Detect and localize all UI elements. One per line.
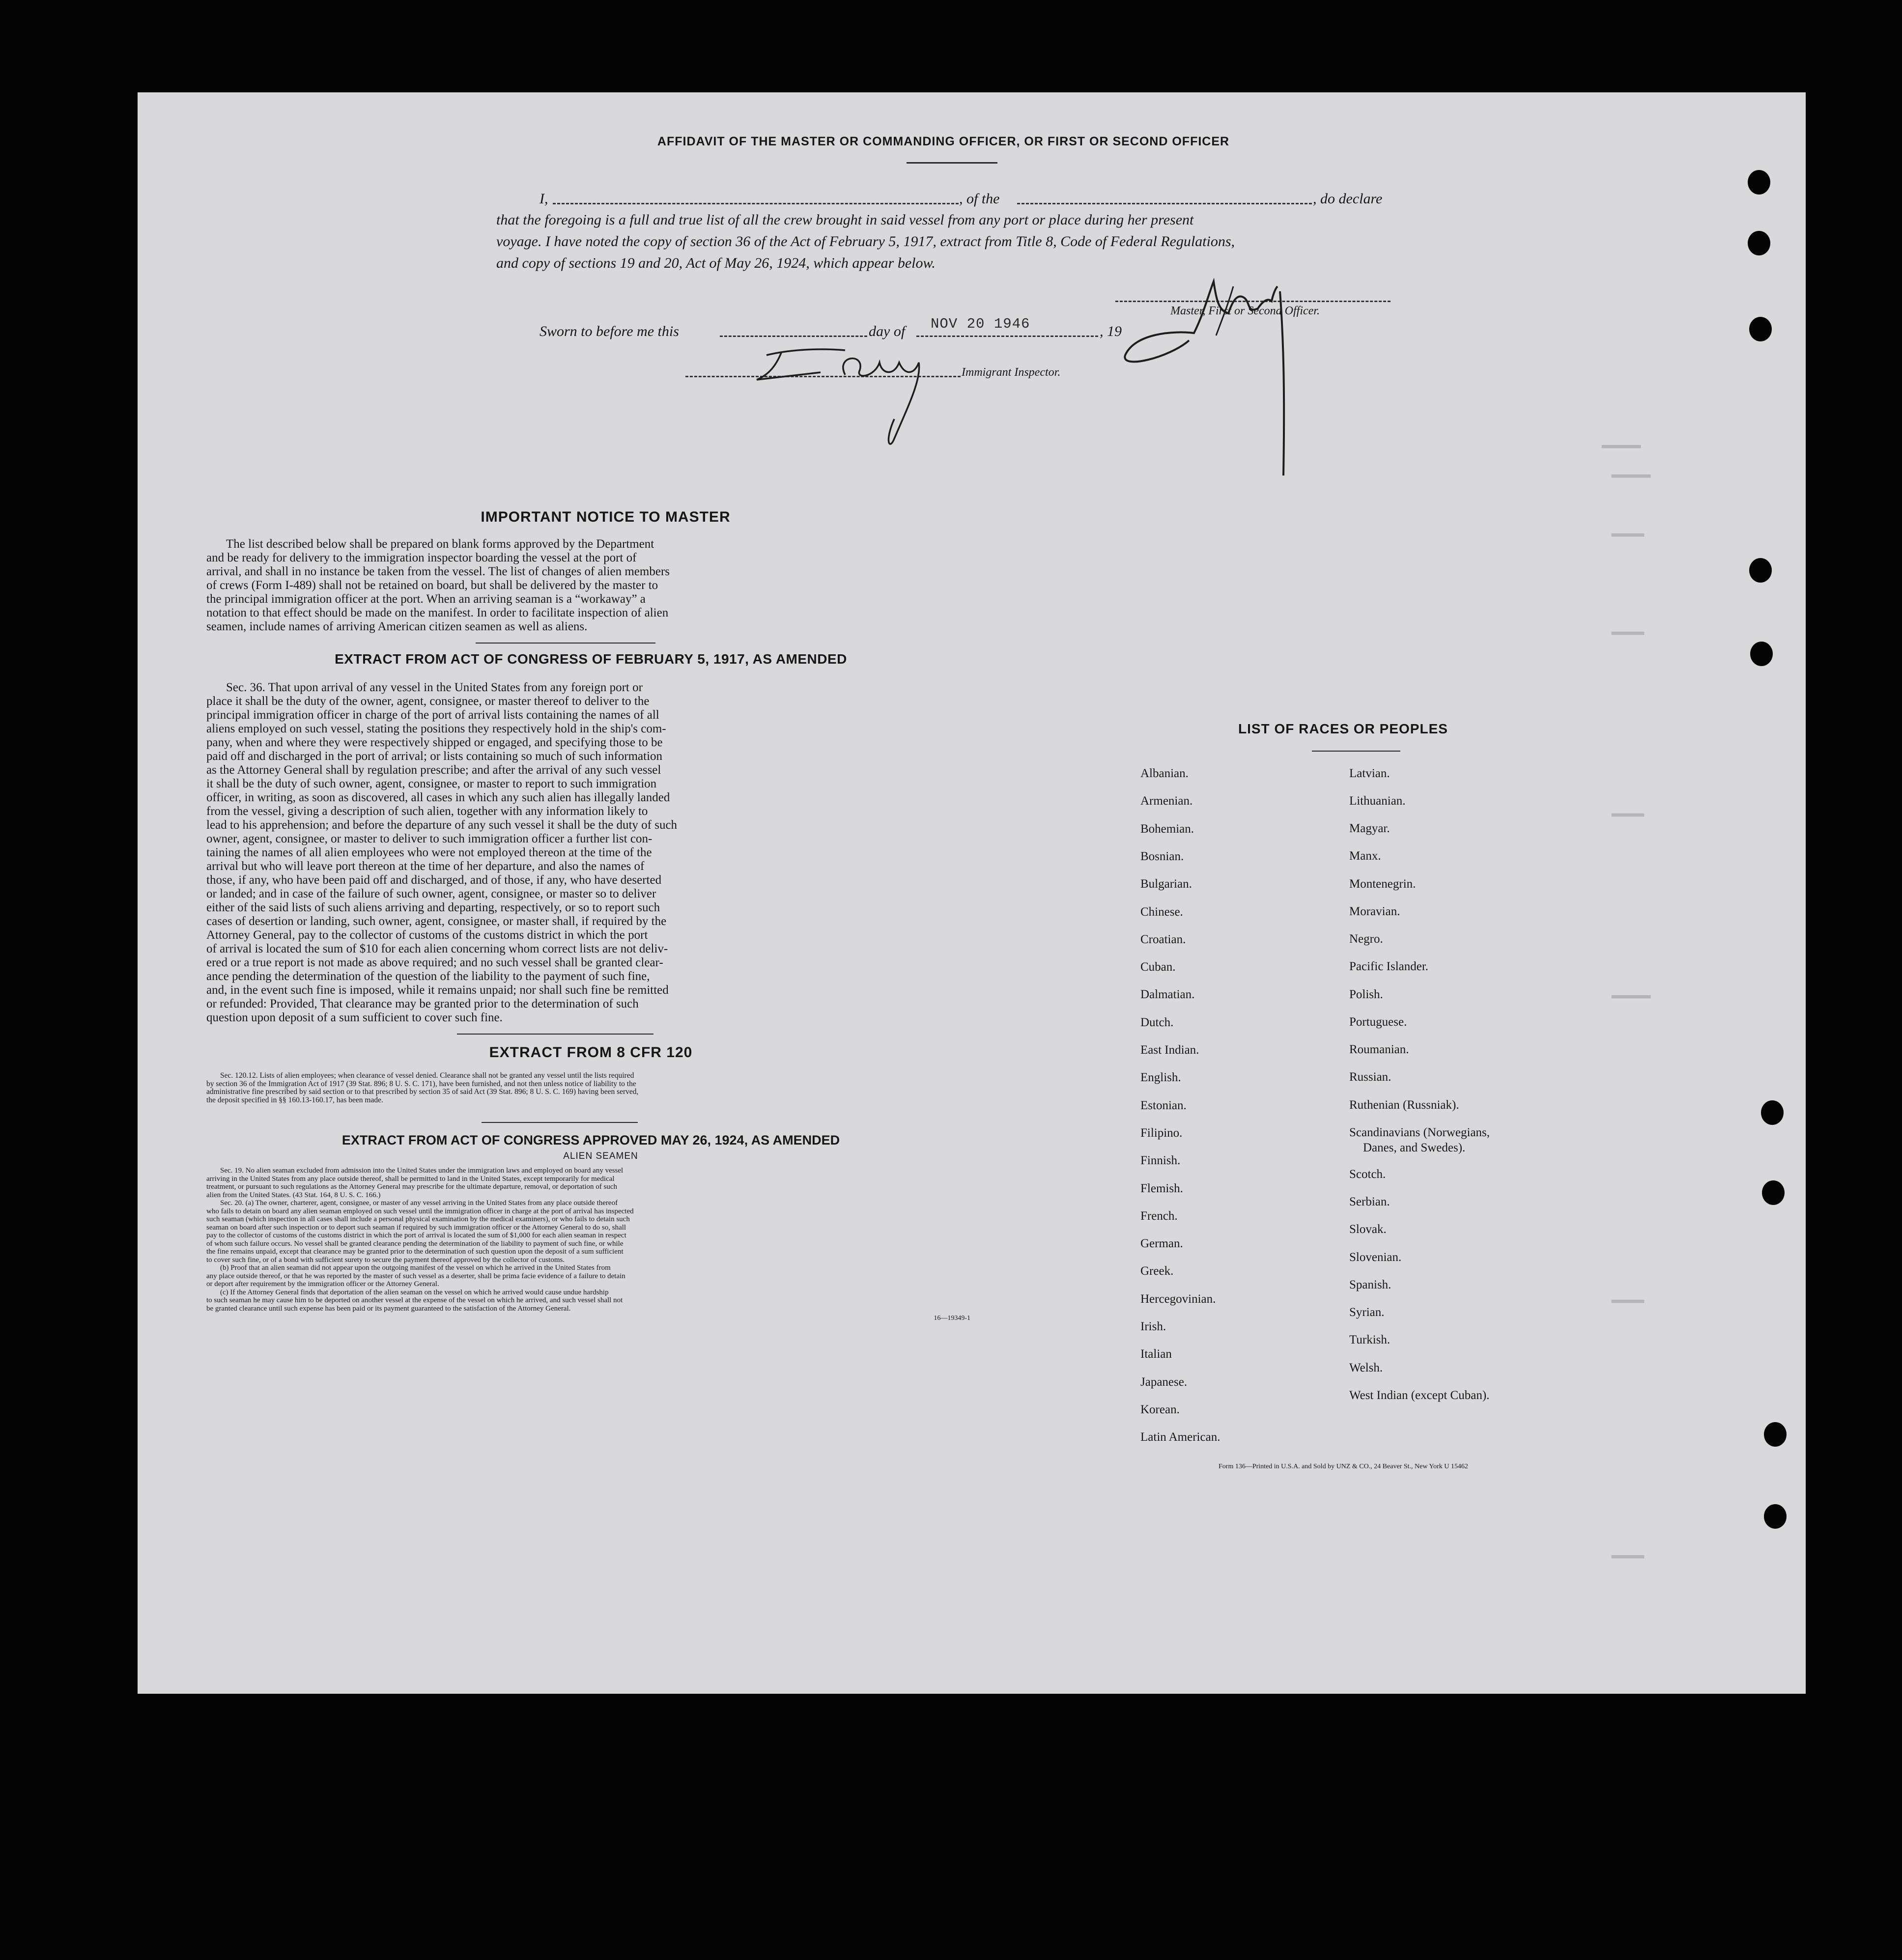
year-prefix: , 19 [1100,323,1122,339]
race-item: Scotch. [1349,1168,1386,1181]
race-item: Chinese. [1140,905,1183,919]
bleed-through: ▂▂▂▂▂▂ [1612,987,1651,999]
form-note: Form 136—Printed in U.S.A. and Sold by UNZ & CO., 24 Beaver St., New York U 15462 [1219,1463,1468,1470]
race-item: Japanese. [1140,1375,1188,1389]
race-item: Armenian. [1140,794,1193,808]
binder-hole [1749,558,1772,583]
race-item: Serbian. [1349,1195,1390,1208]
act1917-line: it shall be the duty of such owner, agent, consignee, or master to report to such immigration [206,777,657,790]
act1917-line: Attorney General, pay to the collector of customs of the customs district in which the port [206,928,648,942]
act1924-title: EXTRACT FROM ACT OF CONGRESS APPROVED MAY 26, 1924, AS AMENDED [341,1133,840,1148]
race-item: West Indian (except Cuban). [1349,1389,1490,1402]
affidavit-title: AFFIDAVIT OF THE MASTER OR COMMANDING OFFICER, OR FIRST OR SECOND OFFICER [657,135,1230,148]
act1917-line: Sec. 36. That upon arrival of any vessel in the United States from any foreign port or [226,681,643,694]
race-item: English. [1140,1071,1181,1085]
race-item: Bulgarian. [1140,877,1192,891]
race-item: Welsh. [1349,1361,1383,1374]
act1924-line: of whom such failure occurs. No vessel shall be granted clearance pending the determination of the liability to payment of such fine, or while [206,1239,624,1248]
act1917-body [206,681,975,1025]
race-item: Bosnian. [1140,849,1184,863]
race-item: Slovenian. [1349,1251,1402,1264]
affidavit-i: I, [539,191,548,207]
race-item: Croatian. [1140,932,1186,946]
race-item: Greek. [1140,1264,1174,1278]
notice-line: seamen, include names of arriving American citizen seamen as well as aliens. [206,620,588,633]
race-item: Moravian. [1349,905,1400,918]
bleed-through: ▂▂▂▂▂▂ [1602,437,1641,449]
section-rule [457,1034,653,1035]
notice-line: and be ready for delivery to the immigration inspector boarding the vessel at the port of [206,551,637,564]
race-item: Albanian. [1140,767,1189,780]
race-item: Portuguese. [1349,1015,1407,1029]
inspector-caption: Immigrant Inspector. [962,366,1061,379]
race-item: Irish. [1140,1320,1166,1333]
affidavit-of-the: , of the [959,191,1000,207]
act1924-line: treatment, or pursuant to such regulations as the Attorney General may prescribe for the ultimate departure, removal, or deportation of such [206,1183,617,1191]
master-caption: Master, First or Second Officer. [1170,305,1320,317]
title-rule [907,162,997,164]
races-title-rule [1312,751,1400,752]
act1924-body [206,1167,975,1313]
document-page [138,92,1806,1694]
race-item: Syrian. [1349,1306,1385,1319]
sworn-day-blank [720,336,867,337]
race-item: Pacific Islander. [1349,960,1429,973]
master-signature [1115,240,1322,485]
binder-hole [1764,1422,1787,1447]
race-item: Filipino. [1140,1126,1183,1140]
race-item: Korean. [1140,1402,1180,1416]
act1917-line: officer, in writing, as soon as discovered, all cases in which any such alien has illegally landed [206,791,670,804]
bleed-through: ▂▂▂▂▂ [1612,805,1645,817]
race-item: Dutch. [1140,1015,1174,1029]
races-title: LIST OF RACES OR PEOPLES [1238,721,1448,736]
bleed-through: ▂▂▂▂▂▂ [1612,466,1651,478]
race-item: French. [1140,1209,1178,1223]
vessel-blank [1017,203,1312,204]
notice-line: arrival, and shall in no instance be taken from the vessel. The list of changes of alien members [206,565,670,578]
act1917-line: principal immigration officer in charge of the port of arrival lists containing the names of all [206,708,659,722]
race-item: German. [1140,1237,1183,1251]
sworn-text: Sworn to before me this [539,323,679,339]
cfr-title: EXTRACT FROM 8 CFR 120 [489,1044,693,1061]
bleed-through: ▂▂▂▂▂ [1612,525,1645,537]
act1924-line: pay to the collector of customs of the customs district in which the port of arrival is located the sum of $1,000 for each alien seaman in respect [206,1232,626,1239]
affidavit-line-4: and copy of sections 19 and 20, Act of May 26, 1924, which appear below. [496,255,936,271]
act1917-line: ance pending the determination of the question of the liability to the payment of such fine, [206,970,650,983]
act1917-line: lead to his apprehension; and before the departure of any such vessel it shall be the duty of such [206,818,678,832]
act1917-line: or refunded: Provided, That clearance may be granted prior to the determination of such [206,997,639,1010]
race-item: Scandinavians (Norwegians, [1349,1126,1490,1139]
act1924-line: to cover such fine, or of a bond with sufficient surety to secure the payment thereof approved by the collector of customs. [206,1256,565,1264]
race-item: Flemish. [1140,1181,1183,1195]
act1917-line: from the vessel, giving a description of such alien, together with any information likely to [206,805,648,818]
act1924-line: arriving in the United States from any place outside thereof, shall be permitted to land in the United States, except temporarily for medical [206,1175,615,1183]
act1917-line: ered or a true report is not made as above required; and no such vessel shall be granted clear- [206,956,663,969]
act1924-line: be granted clearance until such expense has been paid or its payment guaranteed to the satisfaction of the Attorney General. [206,1304,571,1313]
binder-hole [1749,317,1772,341]
act1924-line: (c) If the Attorney General finds that deportation of the alien seaman on the vessel on which he arrived would cause undue hardship [220,1288,609,1296]
act1917-title: EXTRACT FROM ACT OF CONGRESS OF FEBRUARY 5, 1917, AS AMENDED [335,651,847,667]
race-item: Estonian. [1140,1098,1187,1112]
act1917-line: or landed; and in case of the failure of such owner, agent, consignee, or master so to deliver [206,887,656,900]
cfr-line: by section 36 of the Immigration Act of 1917 (39 Stat. 896; 8 U. S. C. 171), have been furnished, and not then unless notice of liability to the [206,1079,636,1088]
act1924-line: the fine remains unpaid, except that clearance may be granted prior to the determination of such question upon the deposit of a sum sufficient [206,1248,624,1256]
notice-line: the principal immigration officer at the port. When an arriving seaman is a “workaway” a [206,592,646,606]
act1917-line: owner, agent, consignee, or master to deliver to such immigration officer a further list con- [206,832,653,845]
act1924-line: or deport after requirement by the immigration officer or the Attorney General. [206,1280,439,1288]
act1924-line: (b) Proof that an alien seaman did not appear upon the outgoing manifest of the vessel on which he arrived in the United States from [220,1264,611,1272]
race-item: Ruthenian (Russniak). [1349,1098,1459,1112]
notice-title: IMPORTANT NOTICE TO MASTER [481,509,731,525]
act1924-line: any place outside thereof, or that he was reported by the master of such vessel as a deserter, shall be prima facie evidence of a failure to detain [206,1272,625,1280]
race-item: Slovak. [1349,1223,1387,1236]
race-item: East Indian. [1140,1043,1199,1057]
name-blank [553,203,959,204]
race-item: Roumanian. [1349,1043,1409,1056]
notice-line: of crews (Form I-489) shall not be retained on board, but shall be delivered by the master to [206,579,658,592]
notice-body [206,537,975,634]
act1917-line: pany, when and where they were respectively shipped or engaged, and specifying those to be [206,736,663,749]
race-item: Latvian. [1349,767,1390,780]
race-item: Spanish. [1349,1278,1391,1291]
race-item: Polish. [1349,988,1383,1001]
race-item: Hercegovinian. [1140,1292,1216,1306]
binder-hole [1748,231,1770,255]
act1924-line: Sec. 19. No alien seaman excluded from admission into the United States under the immigration laws and employed on board any vessel [220,1167,624,1175]
section-rule [482,1122,638,1123]
notice-line: notation to that effect should be made on the manifest. In order to facilitate inspection of alien [206,606,669,619]
act1917-line: cases of desertion or landing, such owner, agent, consignee, or master shall, if required by the [206,915,667,928]
bleed-through: ▂▂▂▂▂ [1612,623,1645,636]
race-item: Montenegrin. [1349,877,1416,891]
act1917-line: arrival but who will leave port thereon at the time of her departure, and also the names of [206,860,645,873]
race-item: Danes, and Swedes). [1363,1141,1466,1154]
race-item: Finnish. [1140,1154,1181,1168]
affidavit-line-3: voyage. I have noted the copy of section 36 of the Act of February 5, 1917, extract from Title 8, Code of Federal Regulations, [496,233,1235,250]
binder-hole [1762,1180,1785,1205]
race-item: Latin American. [1140,1430,1221,1444]
race-item: Magyar. [1349,822,1390,835]
notice-line: The list described below shall be prepared on blank forms approved by the Department [226,537,654,551]
inspector-signature [747,340,963,453]
binder-hole [1748,170,1770,195]
act1917-line: aliens employed on such vessel, stating the positions they respectively hold in the ship's com- [206,722,666,735]
cfr-line: the deposit specified in §§ 160.13-160.17, has been made. [206,1095,383,1104]
binder-hole [1761,1100,1784,1125]
act1917-line: paid off and discharged in the port of arrival; or lists containing so much of such information [206,750,663,763]
act1924-line: such seaman (which inspection in all cases shall include a personal physical examination by the medical examiners), or who fails to detain such [206,1215,630,1223]
race-item: Cuban. [1140,960,1176,974]
month-blank [916,336,1098,337]
section-rule [476,643,655,644]
act1917-line: place it shall be the duty of the owner, agent, consignee, or master thereof to deliver to the [206,695,650,708]
act1917-line: as the Attorney General shall by regulation prescribe; and after the arrival of any such vessel [206,763,661,777]
binder-hole [1750,642,1773,666]
act1917-line: of arrival is located the sum of $10 for each alien concerning whom correct lists are not deliv- [206,942,668,955]
cfr-line: administrative fine prescribed by said section or to that prescribed by section 35 of said Act (39 Stat. 896; 8 U. S. C. 169) having been served, [206,1088,639,1096]
act1924-doc-number: 16—19349-1 [934,1315,970,1322]
cfr-line: Sec. 120.12. Lists of alien employees; when clearance of vessel denied. Clearance shall not be granted any vessel until the lists required [220,1071,634,1080]
race-item: Manx. [1349,849,1381,863]
act1924-line: Sec. 20. (a) The owner, charterer, agent, consignee, or master of any vessel arriving in the United States from any place outside thereof [220,1199,618,1207]
act1917-line: and, in the event such fine is imposed, while it remains unpaid; nor shall such fine be remitted [206,983,669,997]
bleed-through: ▂▂▂▂▂ [1612,1547,1645,1559]
act1924-line: who fails to detain on board any alien seaman employed on such vessel until the immigration officer in charge at the port of arrival has inspected [206,1207,634,1215]
race-item: Negro. [1349,932,1383,946]
race-item: Dalmatian. [1140,988,1195,1002]
act1924-line: to such seaman he may cause him to be deported on another vessel at the expense of the vessel on which he arrived, and such vessel shall not [206,1296,623,1304]
race-item: Turkish. [1349,1333,1391,1346]
race-item: Bohemian. [1140,822,1194,836]
act1917-line: taining the names of all alien employees who were not employed thereon at the time of the [206,846,652,859]
affidavit-line-2: that the foregoing is a full and true list of all the crew brought in said vessel from any port or place during her present [496,212,1194,228]
act1917-line: either of the said lists of such aliens arriving and departing, respectively, or so to report such [206,901,660,914]
act1917-line: question upon deposit of a sum sufficient to cover such fine. [206,1011,503,1024]
race-item: Russian. [1349,1070,1391,1084]
binder-hole [1764,1504,1787,1529]
act1924-line: seaman on board after such inspection or to deport such seaman if required by such immigration officer or the Attorney General to do so, shall [206,1223,626,1232]
act1924-line: alien from the United States. (43 Stat. 164, 8 U. S. C. 166.) [206,1191,381,1199]
date-stamp: NOV 20 1946 [931,316,1030,332]
day-of-text: day of [869,323,906,339]
cfr-body [206,1072,975,1104]
act1917-line: those, if any, who have been paid off and discharged, and of those, if any, who have deserted [206,873,662,887]
race-item: Lithuanian. [1349,794,1406,808]
bleed-through: ▂▂▂▂▂ [1612,1291,1645,1304]
affidavit-declare: , do declare [1313,191,1383,207]
act1924-subtitle: ALIEN SEAMEN [563,1151,638,1161]
race-item: Italian [1140,1347,1172,1361]
